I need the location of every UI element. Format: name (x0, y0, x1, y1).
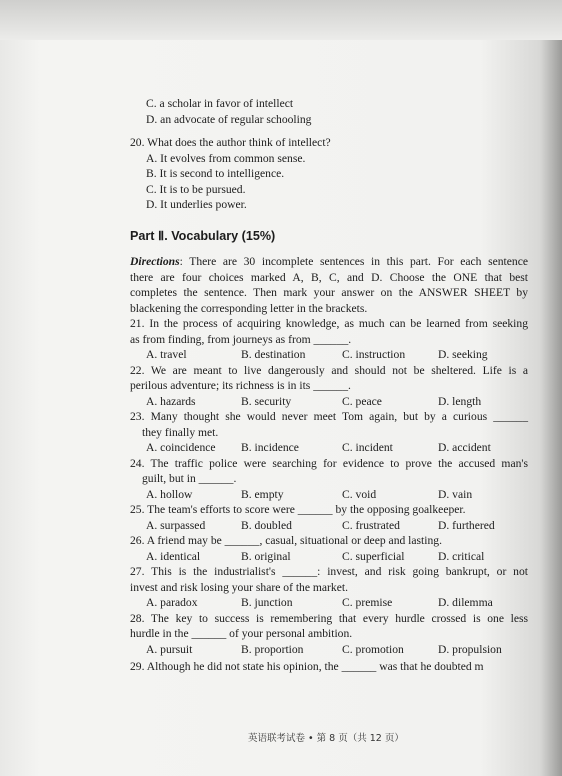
directions-line-1 (130, 254, 528, 270)
question-block (130, 456, 528, 503)
option-b: B. security (241, 394, 292, 408)
option-a: A. pursuit (146, 642, 193, 656)
directions-line-3: completes the sentence. Then mark your answer on the ANSWER SHEET by (130, 286, 528, 299)
options-row (130, 595, 528, 611)
question-stem-line: 21. In the process of acquiring knowledge, as much can be learned from seeking (130, 317, 528, 330)
option-c: C. incident (342, 441, 393, 454)
option-b: B. doubled (241, 518, 292, 532)
question-stem-line: 26. A friend may be ______, casual, situational or deep and lasting. (130, 534, 442, 547)
option-b: B. proportion (241, 642, 304, 656)
options-row (130, 518, 528, 534)
q20-option-c: C. It is to be pursued. (146, 182, 246, 196)
option-d: D. seeking (438, 348, 488, 361)
option-c: C. premise (342, 596, 393, 609)
question-block (130, 316, 528, 363)
option-d: D. vain (438, 487, 473, 501)
q19-option-c: C. a scholar in favor of intellect (146, 97, 294, 110)
question-block (130, 564, 528, 611)
option-c: C. peace (342, 394, 382, 408)
option-d: D. length (438, 394, 482, 408)
exam-content (130, 96, 528, 675)
option-d: D. furthered (438, 518, 495, 532)
page-footer: 英语联考试卷 • 第 8 页（共 12 页） (248, 733, 404, 744)
options-row (130, 440, 528, 456)
option-b: B. destination (241, 348, 306, 361)
question-stem-line: 25. The team's efforts to score were ______ by the opposing goalkeeper. (130, 503, 466, 516)
question-block (130, 363, 528, 410)
q20-stem: 20. What does the author think of intellect? (130, 136, 331, 149)
options-row (130, 642, 528, 658)
q19-option-d: D. an advocate of regular schooling (146, 112, 312, 126)
option-b: B. junction (241, 596, 293, 609)
q20-option-b: B. It is second to intelligence. (146, 167, 285, 180)
directions-text-1: : There are 30 incomplete sentences in this part. For each sentence (179, 255, 528, 268)
option-d: D. propulsion (438, 642, 502, 656)
question-list (130, 316, 528, 657)
option-a: A. hollow (146, 487, 193, 501)
options-row (130, 487, 528, 503)
option-d: D. critical (438, 549, 485, 563)
question-stem-line: invest and risk losing your share of the market. (130, 580, 348, 594)
option-a: A. surpassed (146, 518, 206, 532)
part2-heading: Part Ⅱ. Vocabulary (15%) (130, 228, 276, 243)
page-top-shadow (0, 0, 562, 40)
option-c: C. superficial (342, 549, 405, 563)
option-c: C. frustrated (342, 518, 400, 532)
q20-option-d: D. It underlies power. (146, 198, 247, 211)
option-c: C. promotion (342, 642, 404, 656)
question-block (130, 409, 528, 456)
question-stem-line: they finally met. (142, 425, 219, 439)
option-b: B. incidence (241, 441, 299, 454)
options-row (130, 549, 528, 565)
q20-option-a: A. It evolves from common sense. (146, 151, 306, 165)
options-row (130, 394, 528, 410)
question-stem-line: hurdle in the ______ of your personal ambition. (130, 627, 353, 640)
option-b: B. original (241, 549, 291, 563)
question-stem-line: 27. This is the industrialist's ______: invest, and risk going bankrupt, or not (130, 565, 528, 578)
directions-line-2: there are four choices marked A, B, C, and D. Choose the ONE that best (130, 270, 528, 284)
option-b: B. empty (241, 487, 284, 501)
option-a: A. identical (146, 549, 201, 563)
question-stem-line: 24. The traffic police were searching for evidence to prove the accused man's (130, 456, 528, 470)
option-c: C. void (342, 487, 377, 501)
q29-stem: 29. Although he did not state his opinion, the ______ was that he doubted m (130, 660, 484, 673)
option-a: A. travel (146, 348, 187, 361)
question-stem-line: guilt, but in ______. (142, 472, 237, 485)
option-c: C. instruction (342, 348, 406, 361)
directions-label: Directions (130, 255, 180, 268)
question-block (130, 502, 528, 533)
options-row (130, 347, 528, 363)
option-a: A. paradox (146, 596, 198, 609)
option-a: A. hazards (146, 394, 196, 408)
option-d: D. dilemma (438, 596, 493, 609)
directions-line-4: blackening the corresponding letter in the brackets. (130, 301, 368, 315)
question-block (130, 611, 528, 658)
question-stem-line: perilous adventure; its richness is in its ______. (130, 379, 351, 392)
question-stem-line: as from finding, from journeys as from ______. (130, 332, 352, 346)
question-block (130, 533, 528, 564)
question-stem-line: 23. Many thought she would never meet Tom again, but by a curious ______ (130, 410, 528, 423)
question-stem-line: 28. The key to success is remembering that every hurdle crossed is one less (130, 611, 528, 625)
question-stem-line: 22. We are meant to live dangerously and should not be sheltered. Life is a (130, 363, 528, 377)
option-a: A. coincidence (146, 441, 216, 454)
option-d: D. accident (438, 441, 491, 454)
